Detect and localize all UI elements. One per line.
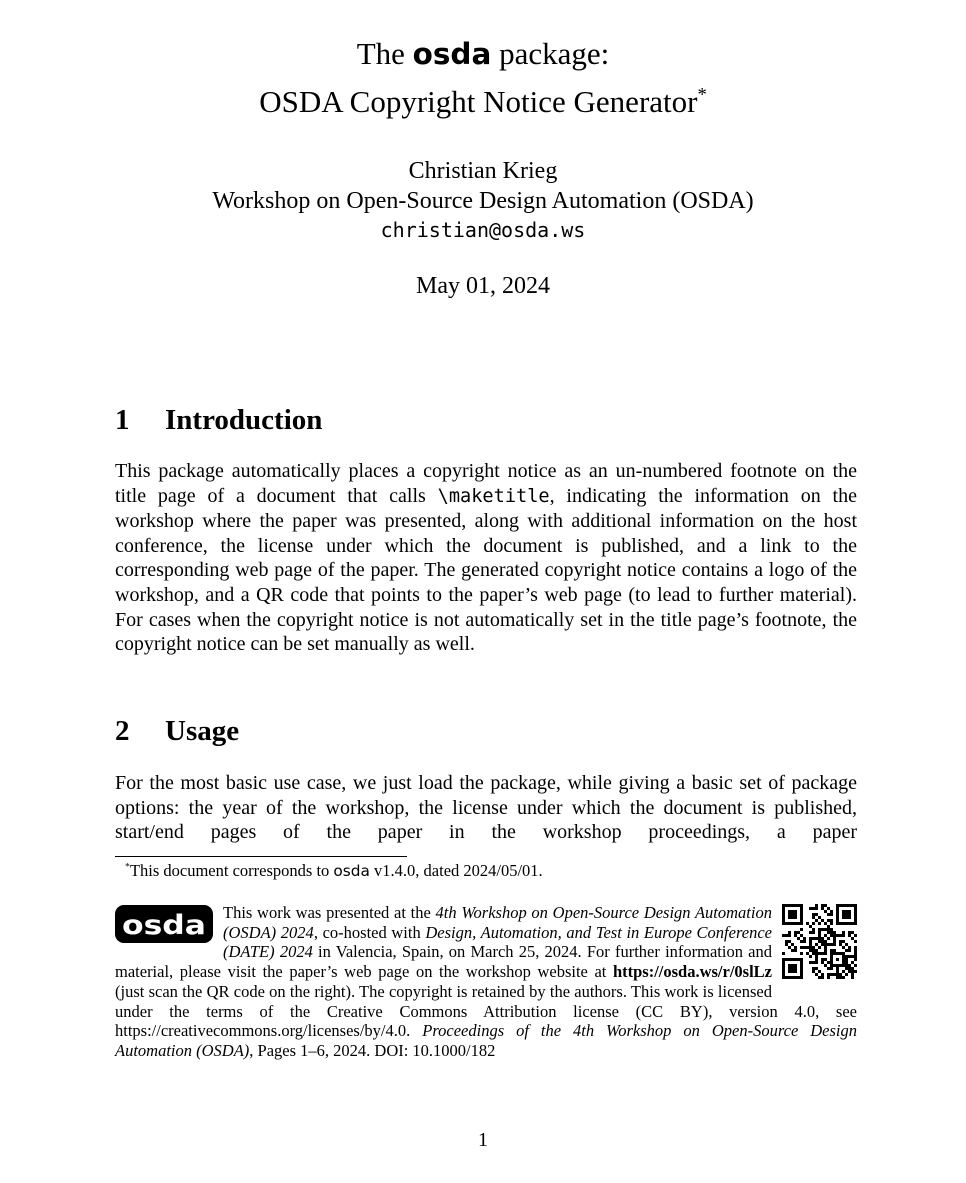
page-number: 1	[478, 1129, 488, 1151]
paper-title-line1: The osda package:	[356, 36, 610, 71]
author-affiliation: Workshop on Open-Source Design Automation (OSDA)	[212, 187, 754, 214]
section-number: 2	[115, 715, 130, 747]
author-email: christian@osda.ws	[380, 218, 586, 242]
section-number: 1	[115, 404, 130, 436]
copyright-notice	[115, 903, 857, 1061]
paper-title	[0, 30, 966, 125]
qr-code-icon	[782, 904, 857, 979]
osda-logo	[115, 905, 213, 943]
copyright-text: This work was presented at the 4th Workshop on Open-Source Design Automation (OSDA) 2024, co-hosted with Design, Automation, and Test in Europe Conference (DATE) 2024 in Valencia, Spain, on March 25, 2024. For further information and material, please visit the paper’s web page on the workshop website at https://osda.ws/r/0slLz (just scan the QR code on the right). The copyright is retained by the authors. This work is licensed under the terms of the Creative Commons Attribution license (CC BY), version 4.0, see https://creativecommons.org/licenses/by/4.0. Proceedings of the 4th Workshop on Open-Source Design Automation (OSDA), Pages 1–6, 2024. DOI: 10.1000/182	[115, 903, 857, 1060]
paper-title-line2: OSDA Copyright Notice Generator*	[259, 84, 707, 119]
section-heading-usage	[115, 714, 239, 748]
paper-date: May 01, 2024	[416, 273, 550, 299]
usage-paragraph: For the most basic use case, we just load the package, while giving a basic set of package options: the year of the workshop, the license under which the document is published, start/end pages of the paper in the workshop proceedings, a paper	[115, 772, 857, 844]
footnote-rule	[115, 856, 407, 857]
doc-version-footnote: *This document corresponds to osda v1.4.0, dated 2024/05/01.	[125, 861, 543, 880]
cc-license-link[interactable]: https://creativecommons.org/licenses/by/4.0	[115, 1021, 407, 1041]
section-title: Introduction	[165, 404, 323, 436]
section-title: Usage	[165, 715, 240, 747]
introduction-paragraph: This package automatically places a copyright notice as an un-numbered footnote on the title page of a document that calls \maketitle, indicating the information on the workshop where the paper was presented, along with additional information on the host conference, the license under which the document is published, and a link to the corresponding web page of the paper. The generated copyright notice contains a logo of the workshop, and a QR code that points to the paper’s web page (to lead to further material). For cases when the copyright notice is not automatically set in the title page’s footnote, the copyright notice can be set manually as well.	[115, 460, 857, 656]
osda-logo-text: osda	[122, 910, 206, 941]
author-block	[0, 157, 966, 246]
author-name: Christian Krieg	[408, 158, 558, 184]
section-heading-introduction	[115, 403, 322, 437]
paper-web-page-link[interactable]: https://osda.ws/r/0slLz	[612, 962, 772, 982]
